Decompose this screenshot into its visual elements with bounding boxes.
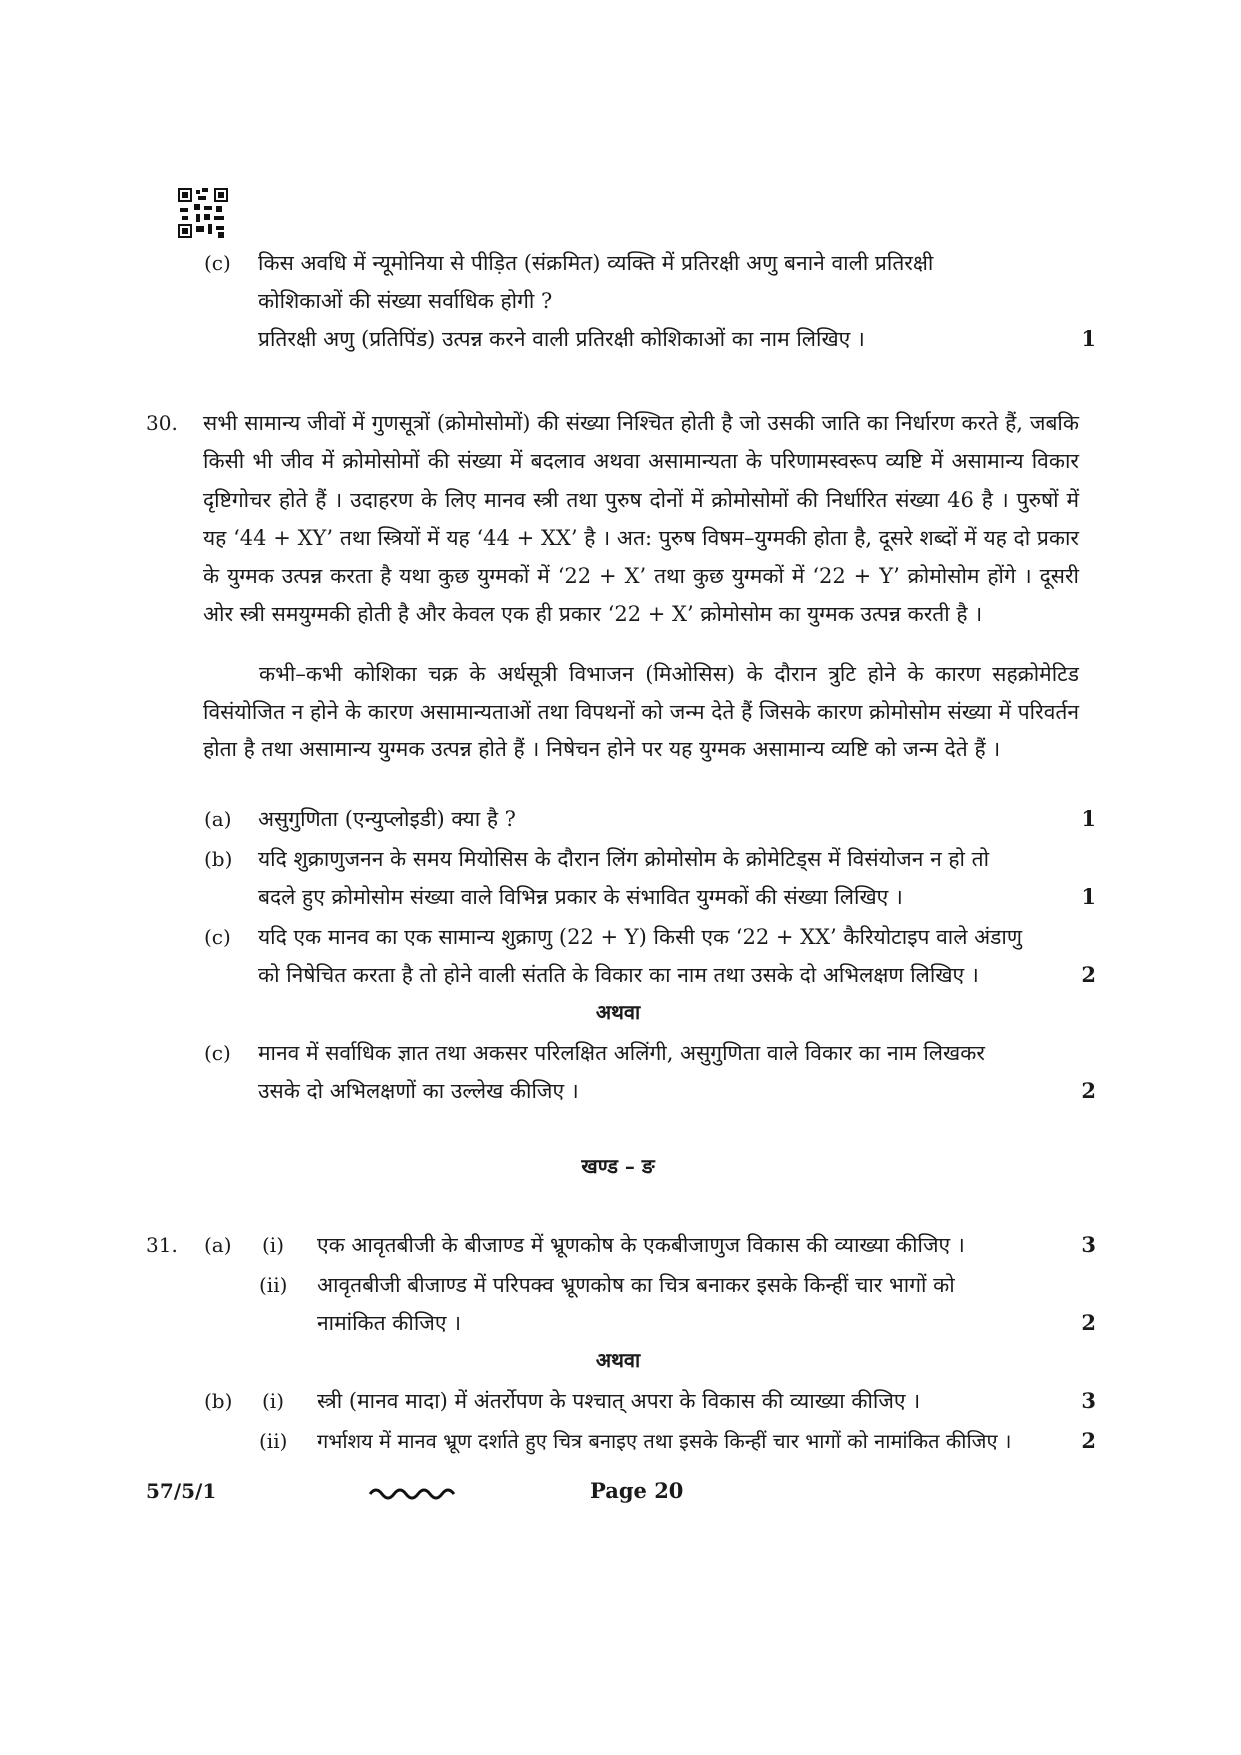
q31b-label: (b) bbox=[204, 1389, 233, 1413]
q30a-text: असुगुणिता (एन्युप्लोइडी) क्या है ? bbox=[258, 807, 516, 831]
q31b-i-marks: 3 bbox=[1081, 1388, 1096, 1413]
q29c-marks: 1 bbox=[1081, 326, 1096, 351]
wave-decoration-icon bbox=[368, 1484, 462, 1502]
q30b-marks: 1 bbox=[1081, 884, 1096, 909]
q30c-marks: 2 bbox=[1081, 962, 1096, 987]
q30b-line2: बदले हुए क्रोमोसोम संख्या वाले विभिन्न प्रकार के संभावित युग्मकों की संख्या लिखिए । bbox=[258, 885, 903, 909]
q31a-i-text: एक आवृतबीजी के बीजाण्ड में भ्रूणकोष के एकबीजाणुज विकास की व्याख्या कीजिए । bbox=[317, 1233, 965, 1257]
q31a-label: (a) bbox=[204, 1233, 232, 1257]
q29c-line1: किस अवधि में न्यूमोनिया से पीड़ित (संक्रमित) व्यक्ति में प्रतिरक्षी अणु बनाने वाली प्रतिरक्षी bbox=[258, 251, 934, 275]
q31a-ii-line2: नामांकित कीजिए । bbox=[317, 1311, 462, 1335]
q31a-i-label: (i) bbox=[262, 1233, 285, 1257]
q30c-label: (c) bbox=[204, 925, 231, 949]
q29c-label: (c) bbox=[204, 251, 231, 275]
q31b-i-label: (i) bbox=[262, 1389, 285, 1413]
page-number: Page 20 bbox=[590, 1478, 684, 1503]
q30a-label: (a) bbox=[204, 807, 232, 831]
q31a-ii-line1: आवृतबीजी बीजाण्ड में परिपक्व भ्रूणकोष का चित्र बनाकर इसके किन्हीं चार भागों को bbox=[317, 1273, 955, 1297]
qr-code-icon bbox=[178, 188, 228, 238]
q30b-line1: यदि शुक्राणुजनन के समय मियोसिस के दौरान लिंग क्रोमोसोम के क्रोमेटिड्स में विसंयोजन न हो तो bbox=[258, 847, 990, 871]
q31b-ii-text: गर्भाशय में मानव भ्रूण दर्शाते हुए चित्र बनाइए तथा इसके किन्हीं चार भागों को नामांकित कीजिए । bbox=[317, 1429, 1012, 1453]
q29c-line2: कोशिकाओं की संख्या सर्वाधिक होगी ? bbox=[258, 289, 553, 313]
q30c-alt-line2: उसके दो अभिलक्षणों का उल्लेख कीजिए । bbox=[258, 1079, 579, 1103]
q30c-line2: को निषेचित करता है तो होने वाली संतति के विकार का नाम तथा उसके दो अभिलक्षण लिखिए । bbox=[258, 963, 979, 987]
q30-number: 30. bbox=[146, 411, 178, 435]
q31b-ii-label: (ii) bbox=[259, 1429, 288, 1453]
q29c-line3: प्रतिरक्षी अणु (प्रतिपिंड) उत्पन्न करने वाली प्रतिरक्षी कोशिकाओं का नाम लिखिए । bbox=[258, 327, 865, 351]
q31-or-heading: अथवा bbox=[595, 1348, 641, 1372]
q30-paragraph-1: सभी सामान्य जीवों में गुणसूत्रों (क्रोमोसोमों) की संख्या निश्चित होती है जो उसकी जाति का निर्धारण करते हैं, जबकि किसी भी जीव में क्रोमोसोमों की संख्या में बदलाव अथवा असामान्यता के परिणामस्वरूप व्यष्टि में असामान्य विकार दृष्टिगोचर होते हैं । उदाहरण के लिए मानव स्त्री तथा पुरुष दोनों में क्रोमोसोमों की निर्धारित संख्या 46 है । पुरुषों में यह ‘44 + XY’ तथा स्त्रियों में यह ‘44 + XX’ है । अत: पुरुष विषम–युग्मकी होता है, दूसरे शब्दों में यह दो प्रकार के युग्मक उत्पन्न करता है यथा कुछ युग्मकों में ‘22 + X’ तथा कुछ युग्मकों में ‘22 + Y’ क्रोमोसोम होंगे । दूसरी ओर स्त्री समयुग्मकी होती है और केवल एक ही प्रकार ‘22 + X’ क्रोमोसोम का युग्मक उत्पन्न करती है । bbox=[203, 411, 1079, 627]
q31b-ii-marks: 2 bbox=[1081, 1428, 1096, 1453]
q31a-ii-marks: 2 bbox=[1081, 1310, 1096, 1335]
q30b-label: (b) bbox=[204, 847, 233, 871]
q31a-i-marks: 3 bbox=[1081, 1232, 1096, 1257]
q30c-alt-line1: मानव में सर्वाधिक ज्ञात तथा अकसर परिलक्षित अलिंगी, असुगुणिता वाले विकार का नाम लिखकर bbox=[258, 1041, 985, 1065]
q30a-marks: 1 bbox=[1081, 806, 1096, 831]
q31a-ii-label: (ii) bbox=[259, 1273, 288, 1297]
q30c-alt-label: (c) bbox=[204, 1041, 231, 1065]
q31-number: 31. bbox=[146, 1233, 178, 1257]
q30-paragraph-2: कभी–कभी कोशिका चक्र के अर्धसूत्री विभाजन (मिओसिस) के दौरान त्रुटि होने के कारण सहक्रोमेटिड विसंयोजित न होने के कारण असामान्यताओं तथा विपथनों को जन्म देते हैं जिसके कारण क्रोमोसोम संख्या में परिवर्तन होता है तथा असामान्य युग्मक उत्पन्न होते हैं । निषेचन होने पर यह युग्मक असामान्य व्यष्टि को जन्म देते हैं । bbox=[203, 662, 1079, 761]
section-title: खण्ड – ङ bbox=[581, 1154, 655, 1178]
q30c-alt-marks: 2 bbox=[1081, 1078, 1096, 1103]
q30-or-heading: अथवा bbox=[595, 1000, 641, 1024]
q31b-i-text: स्त्री (मानव मादा) में अंतर्रोपण के पश्चात् अपरा के विकास की व्याख्या कीजिए । bbox=[317, 1389, 921, 1413]
paper-code: 57/5/1 bbox=[146, 1479, 217, 1503]
q30c-line1: यदि एक मानव का एक सामान्य शुक्राणु (22 + Y) किसी एक ‘22 + XX’ कैरियोटाइप वाले अंडाणु bbox=[258, 925, 1023, 949]
